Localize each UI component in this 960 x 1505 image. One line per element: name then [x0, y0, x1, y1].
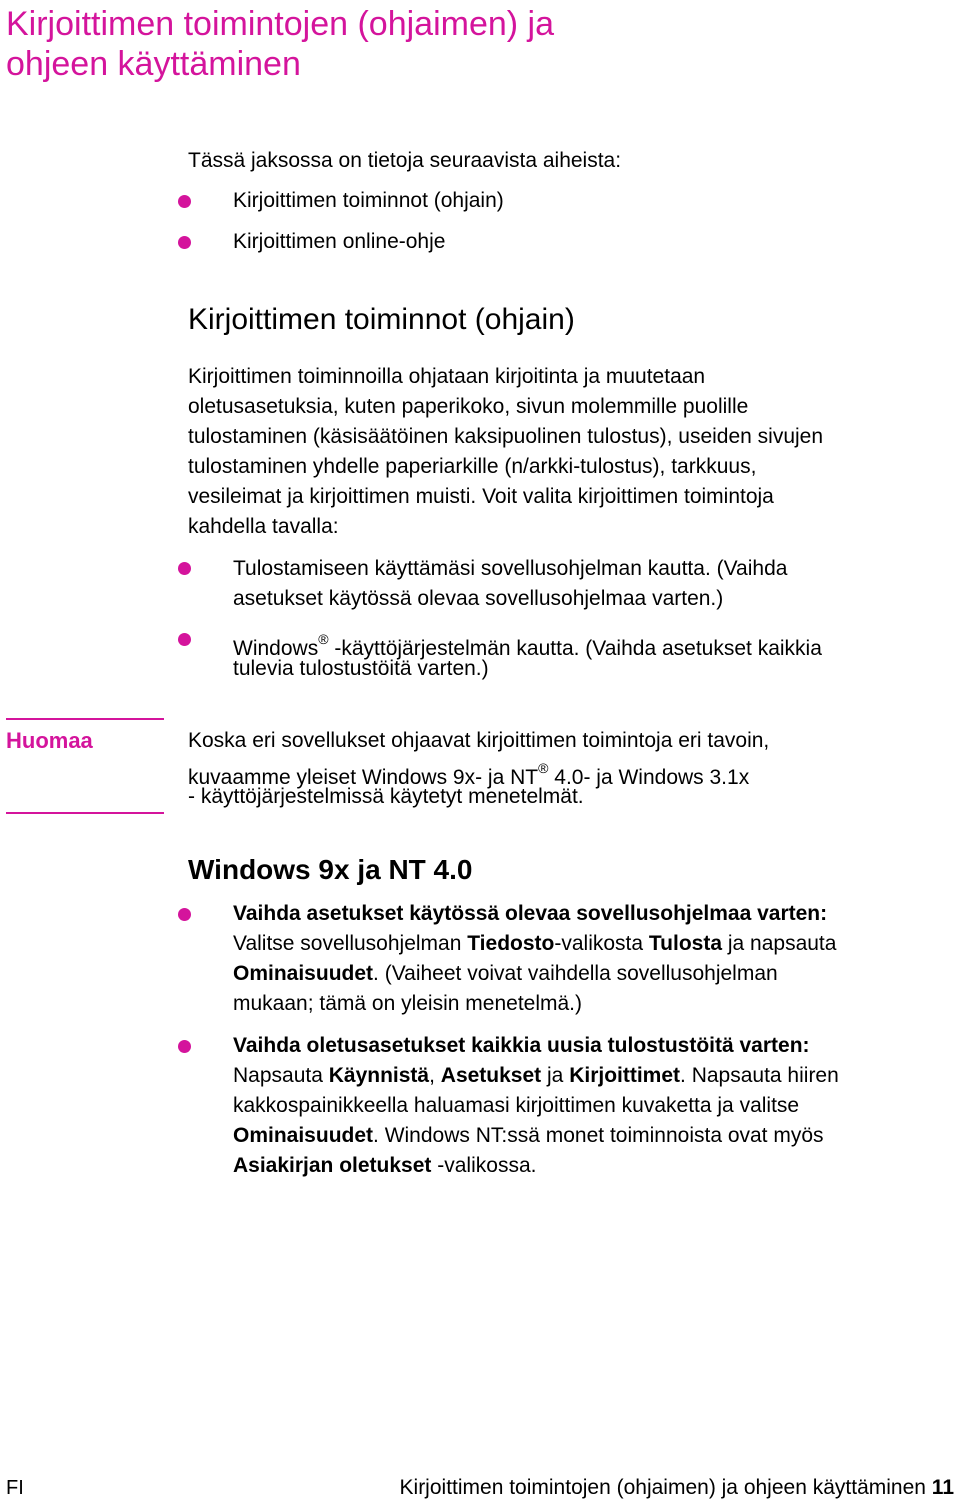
note-text: - käyttöjärjestelmissä käytetyt menetelmät. [188, 785, 584, 808]
bullet-icon [178, 1040, 191, 1053]
page-number: 11 [931, 1476, 954, 1499]
bullet-text [233, 1061, 839, 1091]
bullet-text [233, 929, 836, 959]
text-part: -valikosta [554, 932, 649, 955]
note-text-part: kuvaamme yleiset Windows 9x- ja NT [188, 766, 539, 789]
menu-name: Tulosta [648, 932, 723, 955]
bullet-icon [178, 633, 191, 646]
bullet-text [233, 1151, 536, 1181]
menu-name: Käynnistä [328, 1064, 430, 1087]
bullet-text: Tulostamiseen käyttämäsi sovellusohjelman kautta. (Vaihda [233, 557, 788, 580]
body-line: kahdella tavalla: [188, 515, 339, 538]
menu-name: Tiedosto [467, 932, 555, 955]
bullet-bold-text: Vaihda oletusasetukset kaikkia uusia tulostustöitä varten: [233, 1034, 810, 1057]
section-heading-driver: Kirjoittimen toiminnot (ohjain) [188, 303, 575, 336]
text-part: . Napsauta hiiren [680, 1064, 839, 1087]
footer-running-title [400, 1474, 954, 1502]
bullet-icon [178, 562, 191, 575]
registered-mark: ® [318, 631, 329, 647]
text-part: ja napsauta [722, 932, 837, 955]
body-line: tulostaminen (käsisäätöinen kaksipuolinen tulostus), useiden sivujen [188, 425, 824, 448]
bullet-heading [233, 1031, 810, 1061]
bullet-text: mukaan; tämä on yleisin menetelmä.) [233, 992, 582, 1015]
bullet-bold-text: Vaihda asetukset käytössä olevaa sovellusohjelmaa varten: [233, 902, 828, 925]
menu-name: Kirjoittimet [569, 1064, 681, 1087]
body-line: vesileimat ja kirjoittimen muisti. Voit valita kirjoittimen toimintoja [188, 485, 774, 508]
registered-mark: ® [538, 760, 549, 776]
bullet-text: tulevia tulostustöitä varten.) [233, 657, 489, 680]
intro-text: Tässä jaksossa on tietoja seuraavista aiheista: [188, 149, 622, 172]
chapter-title-line1: Kirjoittimen toimintojen (ohjaimen) ja [6, 5, 555, 43]
chapter-title [6, 4, 554, 84]
text-part: -valikossa. [431, 1154, 537, 1177]
bullet-text: asetukset käytössä olevaa sovellusohjelmaa varten.) [233, 587, 724, 610]
bullet-text [233, 1121, 824, 1151]
bullet-text [233, 959, 778, 989]
bullet-icon [178, 236, 191, 249]
section-heading-windows: Windows 9x ja NT 4.0 [188, 854, 473, 885]
footer-lang: FI [6, 1477, 24, 1499]
body-line: tulostaminen yhdelle paperiarkille (n/arkki-tulostus), tarkkuus, [188, 455, 757, 478]
bullet-text-part: -käyttöjärjestelmän kautta. (Vaihda asetukset kaikkia [328, 637, 822, 660]
note-label: Huomaa [6, 728, 93, 753]
note-text: Koska eri sovellukset ohjaavat kirjoittimen toimintoja eri tavoin, [188, 729, 770, 752]
intro-item: Kirjoittimen online-ohje [233, 230, 446, 253]
bullet-text: kakkospainikkeella haluamasi kirjoittimen kuvaketta ja valitse [233, 1094, 800, 1117]
bullet-icon [178, 195, 191, 208]
menu-name: Ominaisuudet [233, 1124, 374, 1147]
menu-name: Ominaisuudet [233, 962, 374, 985]
bullet-heading [233, 899, 827, 929]
chapter-title-line2: ohjeen käyttäminen [6, 45, 301, 83]
text-part: Valitse sovellusohjelman [233, 932, 468, 955]
footer-title: Kirjoittimen toimintojen (ohjaimen) ja ohjeen käyttäminen [399, 1476, 926, 1499]
text-part: Napsauta [233, 1064, 329, 1087]
menu-name: Asiakirjan oletukset [233, 1154, 432, 1177]
text-part: . Windows NT:ssä monet toiminnoista ovat myös [373, 1124, 824, 1147]
menu-name: Asetukset [440, 1064, 542, 1087]
section-body [188, 362, 958, 542]
bullet-icon [178, 908, 191, 921]
body-line: Kirjoittimen toiminnoilla ohjataan kirjoitinta ja muutetaan [188, 365, 706, 388]
note-rule-bottom [6, 812, 164, 814]
intro-item: Kirjoittimen toiminnot (ohjain) [233, 189, 504, 212]
text-part: , [429, 1064, 441, 1087]
note-text-part: 4.0- ja Windows 3.1x [548, 766, 750, 789]
note-rule-top [6, 718, 164, 720]
bullet-text-part: Windows [233, 637, 319, 660]
body-line: oletusasetuksia, kuten paperikoko, sivun molemmille puolille [188, 395, 749, 418]
text-part: . (Vaiheet voivat vaihdella sovellusohjelman [373, 962, 778, 985]
text-part: ja [541, 1064, 570, 1087]
